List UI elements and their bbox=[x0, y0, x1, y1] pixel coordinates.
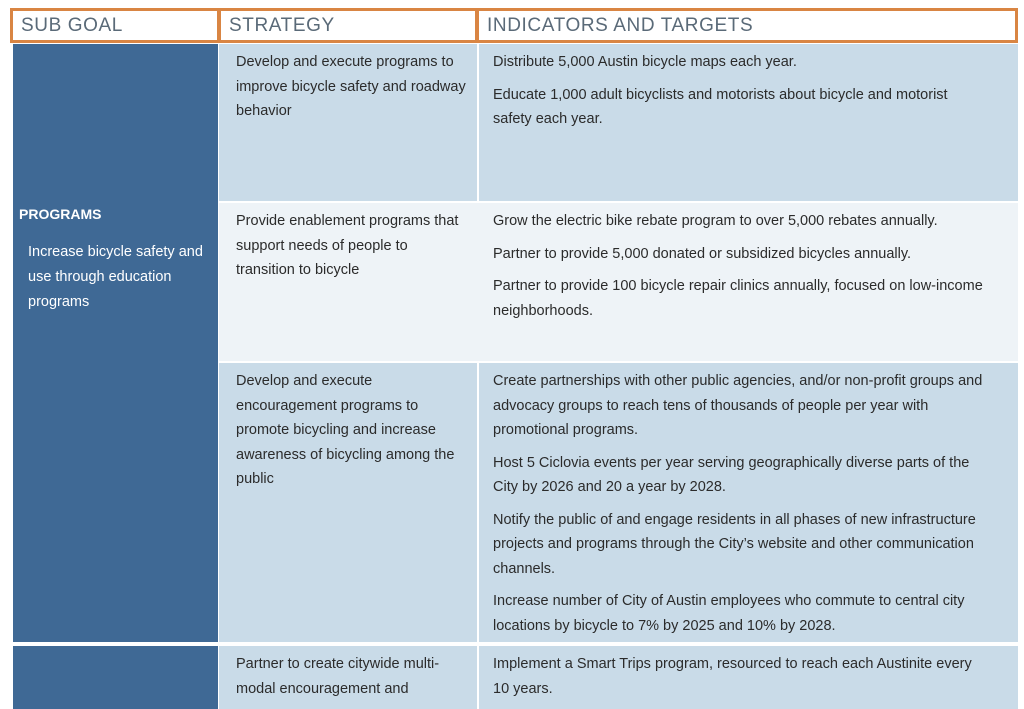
indicator-item: Educate 1,000 adult bicyclists and motorists about bicycle and motorist safety each year. bbox=[493, 86, 948, 127]
table-row bbox=[219, 203, 1018, 361]
indicator-item: Distribute 5,000 Austin bicycle maps each year. bbox=[493, 54, 797, 70]
strategy-cell: Provide enablement programs that support needs of people to transition to bicycle bbox=[236, 213, 459, 278]
indicator-item: Host 5 Ciclovia events per year serving geographically diverse parts of the City by 2026 and 20 a year by 2028. bbox=[493, 454, 970, 495]
indicators-cell bbox=[479, 363, 1018, 642]
indicator-item: Implement a Smart Trips program, resourced to reach each Austinite every 10 years. bbox=[493, 656, 972, 697]
indicator-item: Grow the electric bike rebate program to over 5,000 rebates annually. bbox=[493, 213, 938, 229]
indicator-item: Increase number of City of Austin employees who commute to central city locations by bicycle to 7% by 2025 and 10% by 2028. bbox=[493, 593, 965, 634]
indicators-cell bbox=[479, 203, 1018, 361]
indicator-item: Partner to provide 5,000 donated or subsidized bicycles annually. bbox=[493, 245, 912, 262]
table-header bbox=[10, 8, 1018, 43]
strategy-cell: Develop and execute programs to improve bicycle safety and roadway behavior bbox=[236, 54, 466, 119]
header-strategy: STRATEGY bbox=[218, 8, 478, 43]
table-row bbox=[219, 44, 1018, 201]
sub-goal-description: Increase bicycle safety and use through education programs bbox=[28, 244, 203, 310]
header-sub-goal: SUB GOAL bbox=[10, 8, 220, 43]
indicators-cell bbox=[479, 646, 1018, 709]
indicator-item: Create partnerships with other public agencies, and/or non-profit groups and advocacy groups to reach tens of thousands of people per year with promotional programs. bbox=[493, 373, 983, 438]
sub-goal-programs-cell bbox=[13, 44, 218, 642]
table-row bbox=[219, 646, 1018, 709]
indicators-cell bbox=[479, 44, 1018, 201]
indicator-item: Partner to provide 100 bicycle repair clinics annually, focused on low-income neighborhoods. bbox=[493, 278, 983, 319]
sub-goal-next-cell bbox=[13, 646, 218, 709]
table-row bbox=[219, 363, 1018, 642]
strategy-cell: Partner to create citywide multi-modal encouragement and bbox=[236, 656, 440, 697]
strategy-cell: Develop and execute encouragement programs to promote bicycling and increase awareness of bicycling among the public bbox=[236, 373, 455, 487]
indicator-item: Notify the public of and engage residents in all phases of new infrastructure projects and programs through the City’s website and other communication channels. bbox=[493, 511, 976, 577]
sub-goal-title: PROGRAMS bbox=[19, 206, 102, 222]
header-indicators: INDICATORS AND TARGETS bbox=[476, 8, 1018, 43]
